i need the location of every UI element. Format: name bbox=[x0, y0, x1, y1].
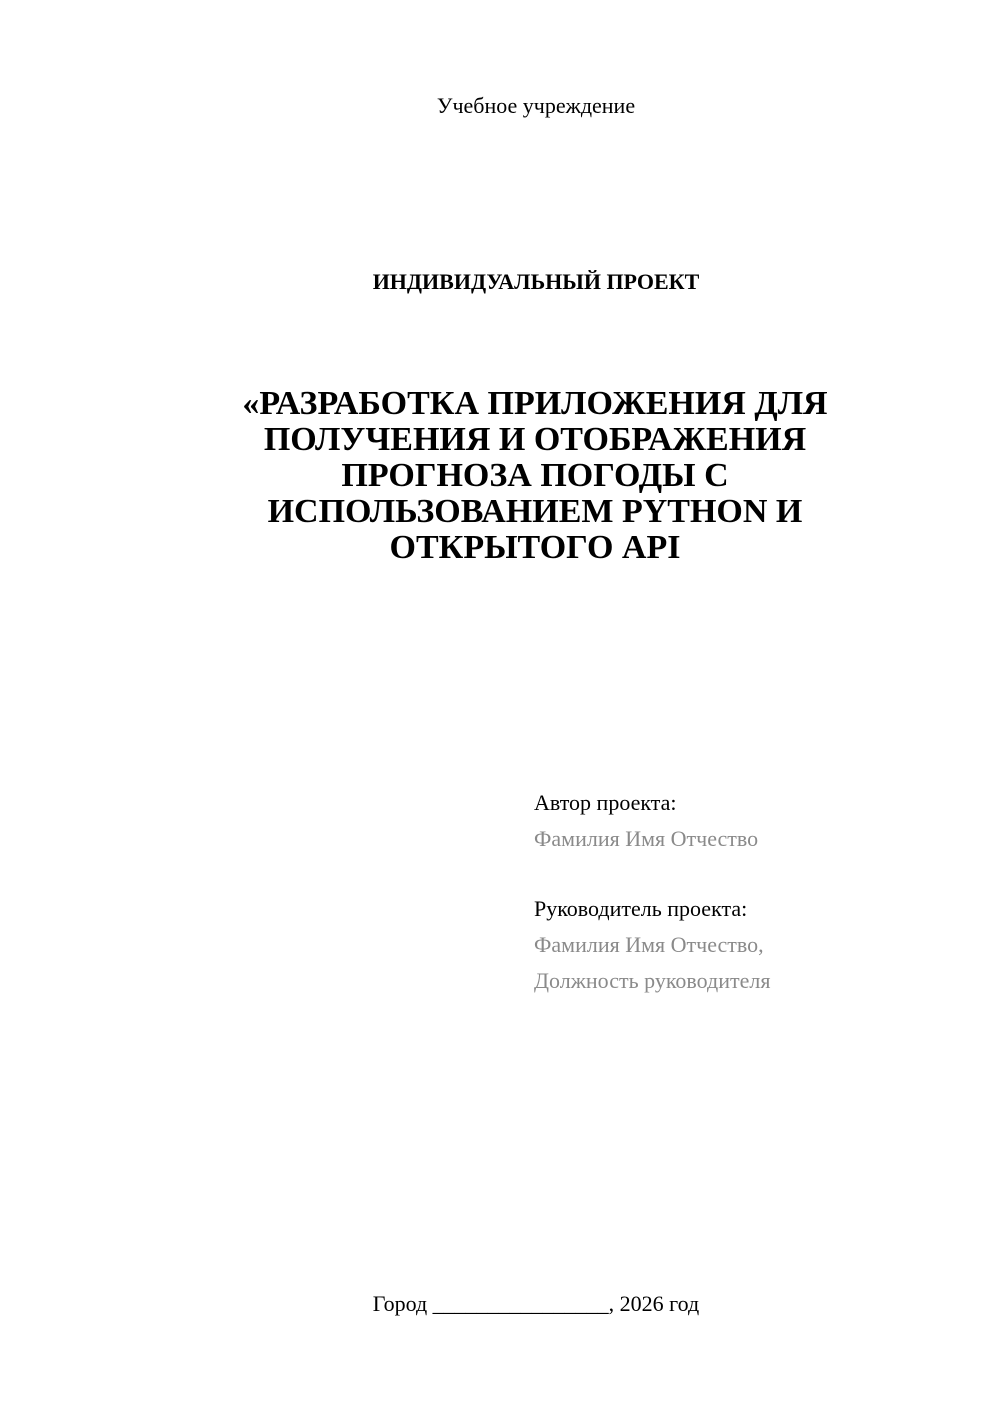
supervisor-block bbox=[534, 891, 974, 999]
project-title bbox=[190, 386, 880, 566]
project-title-line: «РАЗРАБОТКА ПРИЛОЖЕНИЯ ДЛЯ bbox=[242, 385, 828, 422]
project-title-line: ПОЛУЧЕНИЯ И ОТОБРАЖЕНИЯ bbox=[263, 421, 807, 458]
project-title-line: ОТКРЫТОГО API bbox=[389, 529, 681, 566]
author-block bbox=[534, 785, 974, 857]
supervisor-label: Руководитель проекта: bbox=[534, 896, 748, 921]
author-name: Фамилия Имя Отчество bbox=[534, 826, 759, 851]
project-title-line: ПРОГНОЗА ПОГОДЫ С bbox=[341, 457, 729, 494]
supervisor-position: Должность руководителя bbox=[534, 968, 771, 993]
project-title-line: ИСПОЛЬЗОВАНИЕМ PYTHON И bbox=[267, 493, 803, 530]
supervisor-name: Фамилия Имя Отчество, bbox=[534, 932, 764, 957]
project-type-heading: ИНДИВИДУАЛЬНЫЙ ПРОЕКТ bbox=[372, 269, 700, 294]
author-label: Автор проекта: bbox=[534, 790, 677, 815]
institution-name: Учебное учреждение bbox=[436, 93, 636, 118]
city-year-line: Город ________________, 2026 год bbox=[372, 1291, 700, 1316]
